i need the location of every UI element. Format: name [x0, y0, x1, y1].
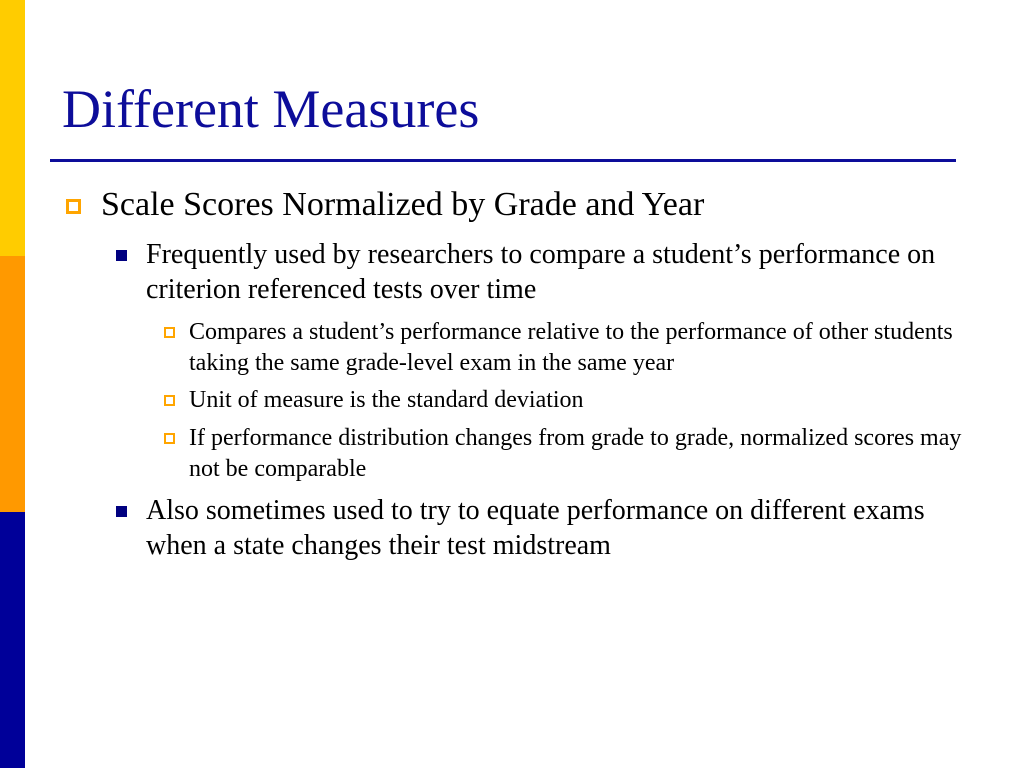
hollow-square-icon — [66, 199, 81, 214]
side-color-bar — [0, 0, 25, 768]
side-bar-orange-segment — [0, 256, 25, 512]
bullet-level3-distribution — [164, 423, 964, 485]
bullet-level3-compares — [164, 317, 964, 379]
bullet-level3-unit-of-measure — [164, 385, 964, 416]
bullet-level1 — [66, 186, 966, 224]
bullet-level2-equate — [116, 493, 956, 563]
bullet-level2-text: Frequently used by researchers to compare a student’s performance on criterion referenced tests over time — [146, 239, 936, 305]
filled-square-icon — [116, 250, 127, 261]
slide-title: Different Measures — [62, 79, 480, 139]
bullet-level1-text: Scale Scores Normalized by Grade and Year — [101, 186, 705, 223]
filled-square-icon — [116, 506, 127, 517]
hollow-square-icon — [164, 327, 175, 338]
hollow-square-icon — [164, 395, 175, 406]
side-bar-yellow-segment — [0, 0, 25, 256]
bullet-level3-text: If performance distribution changes from grade to grade, normalized scores may not be comparable — [189, 425, 962, 482]
title-underline — [50, 159, 956, 162]
bullet-level2-text: Also sometimes used to try to equate performance on different exams when a state changes their test midstream — [146, 495, 925, 561]
side-bar-navy-segment — [0, 512, 25, 768]
bullet-level2-researchers — [116, 237, 956, 307]
bullet-level3-text: Compares a student’s performance relative to the performance of other students taking the same grade-level exam in the same year — [189, 319, 953, 376]
bullet-level3-text: Unit of measure is the standard deviation — [189, 387, 584, 413]
hollow-square-icon — [164, 433, 175, 444]
